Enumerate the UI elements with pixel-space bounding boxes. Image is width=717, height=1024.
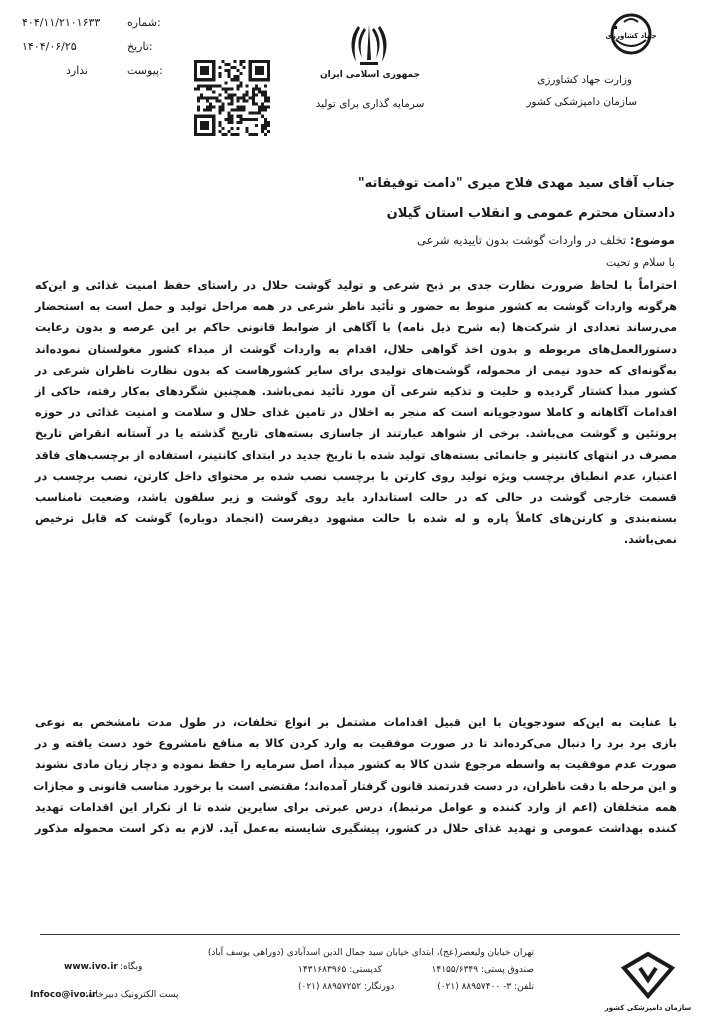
ministry-name: وزارت جهاد کشاورزی [537,74,632,86]
paragraph-line: کشور مبدأ کشتار گردیده و حلیت و تذکیه شرعی آن مورد تأئید نمی‌باشد. همچنین شگردهای به‌کار رفته، حاکی از [35,385,677,398]
paragraph-line: بسته‌بندی و کارتن‌های کاملاً پاره و له شده با حالت مشهود دیفرست (انجماد دوباره) گوشت که قابل ترخیص [35,512,677,526]
footer-phone: تلفن: ۳- ۸۸۹۵۷۴۰۰ (۰۲۱) [437,982,534,992]
paragraph-line: با عنایت به این‌که سودجویان با این قبیل اقدامات مشتمل بر انواع تخلفات، در طول مدت نامشخص به نوعی [35,716,677,729]
footer-postcode: کدپستی: ۱۴۳۱۶۸۳۹۶۵ [298,965,382,975]
organization-name: سازمان دامپزشکی کشور [526,96,637,108]
attachment-label: پیوست: [127,64,163,77]
paragraph-line: احتراماً با لحاظ ضرورت نظارت جدی بر ذبح شرعی و تولید گوشت حلال در راستای حفظ امنیت غذائی و این‌که [35,279,677,292]
attachment-value: ندارد [66,64,89,77]
email-label: پست الکترونیک دبیرخانه: [85,990,179,1000]
paragraph-line: کننده بهداشت عمومی و تهدید غذای حلال در کشور، پیشگیری شایسته به‌عمل آید. لازم به ذکر است محموله مذکور [35,822,677,835]
paragraph-line: قسمت خارجی گوشت در حالی که در حالت استاندارد باید روی گوشت و زیر سلفون باشد، وضعیت نامناسب [35,491,677,504]
footer-fax: دورنگار: ۸۸۹۵۷۲۵۲ (۰۲۱) [298,982,395,992]
paragraph-line: همه متخلفان (اعم از وارد کننده و عوامل مرتبط)، درس عبرتی برای سایرین شده تا از تکرار این اقدامات تهدید [35,800,677,814]
paragraph-line: دستورالعمل‌های مربوطه و بدون اخذ گواهی حلال، اقدام به واردات گوشت از مبداء کشور مغولستان نموده‌اند [35,342,677,356]
republic-name: جمهوری اسلامی ایران [319,70,421,80]
paragraph-line: نمی‌باشد. [623,533,677,547]
org-logo-text: سازمان دامپزشکی کشور [604,1004,692,1012]
paragraph-line: صورت عدم موفقیت به واسطه مرجوع شدن کالا به کشور مبدأ، اصل سرمایه را حفظ نموده و دچار زیان مادی نشوند [35,758,677,772]
veterinary-organization-logo [604,950,692,1014]
subject [417,233,675,247]
paragraph-line: بازی برد برد را دنبال می‌کرده‌اند تا در صورت موفقیت به وارد کردن کالا به منافع نامشروع خود دست یافته و در [35,737,677,751]
subject-text: تخلف در واردات گوشت بدون تاییدیه شرعی [417,233,627,247]
paragraph-line: پروتئین و گوشت می‌باشد. برخی از شواهد عبارتند از جاسازی بسته‌های تاریخ گذشته یا در آستانه انقراض تاریخ [35,427,677,441]
paragraph-line: اقدامات آگاهانه و کاملا سودجویانه است که منجر به اخلال در تامین غذای حلال و سلامت و امنیت غذائی در حوزه [35,406,677,420]
addressee-name: جناب آقای سید مهدی فلاح میری "دامت توفیقاته" [357,176,675,191]
footer-postbox: صندوق پستی: ۱۴۱۵۵/۶۳۴۹ [431,965,534,975]
number-label: شماره: [127,16,161,29]
footer-divider [40,934,680,935]
letter-date [0,40,160,56]
website-label: وبگاه: [120,962,143,972]
paragraph-line: هرگونه واردات گوشت به کشور منوط به حضور و تأئید ناظر شرعی در همه مراحل تولید و حمل است به استحضار [35,300,677,314]
addressee-title: دادستان محترم عمومی و انقلاب استان گیلان [386,206,675,221]
footer-address: تهران خیابان ولیعصر(عج)، ابتدای خیابان سید جمال الدین اسدآبادی (دوراهی یوسف آباد) [207,948,534,958]
letter-attachment [0,64,163,80]
number-value: ۴۰۴/۱۱/۲۱۰۱۶۳۳ [22,16,101,29]
paragraph-line: و این مرحله با دقت ناظران، در دست قدرتمند قانون گرفتار آمده‌اند؛ مقتضی است با برخورد مناسب قانونی و مجازات [33,779,677,793]
paragraph-line: اعتبار، عدم انطباق برچسب ویژه تولید روی کارتن با برچسب نصب شده بر محتوای داخل کارتن، نصب برچسب در [35,469,677,483]
email-link[interactable]: Infoco@ivo.ir [30,990,97,1000]
greeting: با سلام و تحیت [605,256,675,269]
year-slogan: سرمایه گذاری برای تولید [315,98,425,110]
paragraph-line: مصرف در انتهای کانتینر و جانمائی بسته‌های تولید شده با تاریخ جدید در ابتدای کانتینر، استفاده از برچسب‌های فاقد [35,448,677,462]
paragraph-line: می‌رساند تعدادی از شرکت‌ها (به شرح ذیل نامه) با آگاهی از ضوابط قانونی حاکم بر این عرصه و بدون رعایت [35,321,677,335]
date-label: تاریخ: [127,40,153,53]
letter-number [0,16,160,32]
paragraph-line: به‌گونه‌ای که حدود نیمی از محموله، گوشت‌های تولیدی برای سایر کشورهاست که بدون نظارت ناظران شرعی در [35,363,677,377]
ministry-logo [606,12,656,58]
website-link[interactable]: www.ivo.ir [64,962,118,972]
iran-emblem-icon [346,20,392,68]
qr-code [194,60,270,136]
ministry-logo-text: جهاد کشاورزی [605,32,657,40]
date-value: ۱۴۰۴/۰۶/۲۵ [22,40,77,53]
subject-label: موضوع: [629,233,675,247]
